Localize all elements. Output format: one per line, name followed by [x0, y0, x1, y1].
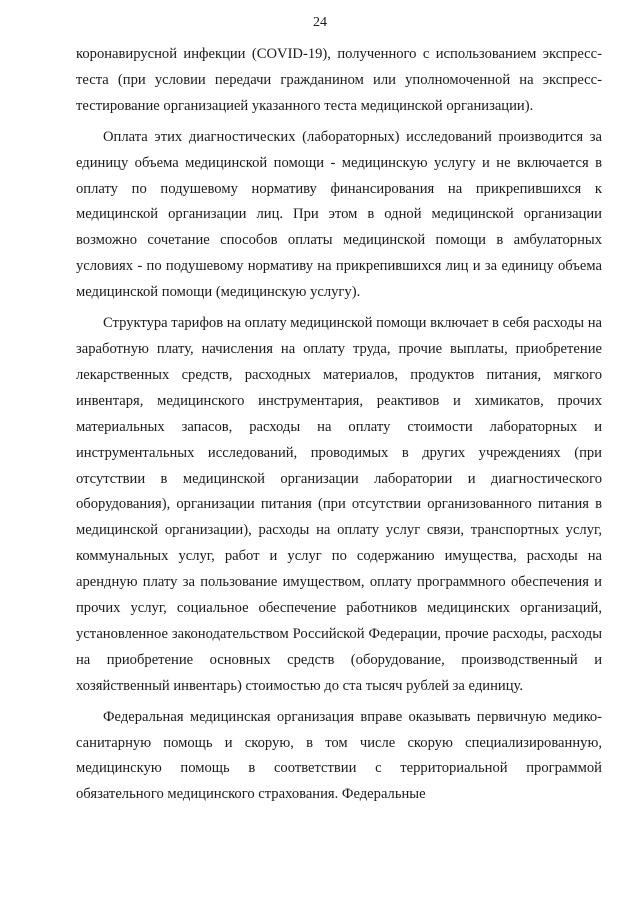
page-number: 24	[313, 15, 327, 30]
paragraph-federal-organization: Федеральная медицинская организация вправе оказывать первичную медико-санитарную помощь и скорую, в том числе скорую специализированную, медицинскую помощь в соответствии с территориальной программой обязательного медицинского страхования. Федеральные	[76, 708, 602, 803]
paragraph-payment-diagnostics: Оплата этих диагностических (лабораторных) исследований производится за единицу объема медицинской помощи - медицинскую услугу и не включается в оплату по подушевому нормативу финансирования на прикрепившихся к медицинской организации лиц. При этом в одной медицинской организации возможно сочетание способов оплаты медицинской помощи в амбулаторных условиях - по подушевому нормативу на прикрепившихся лиц и за единицу объема медицинской помощи (медицинскую услугу).	[76, 128, 602, 301]
document-body	[76, 42, 602, 808]
paragraph-tariff-structure: Структура тарифов на оплату медицинской помощи включает в себя расходы на заработную плату, начисления на оплату труда, прочие выплаты, приобретение лекарственных средств, расходных материалов, продуктов питания, мягкого инвентаря, медицинского инструментария, реактивов и химикатов, прочих материальных запасов, расходы на оплату стоимости лабораторных и инструментальных исследований, проводимых в других учреждениях (при отсутствии в медицинской организации лаборатории и диагностического оборудования), организации питания (при отсутствии организованного питания в медицинской организации), расходы на оплату услуг связи, транспортных услуг, коммунальных услуг, работ и услуг по содержанию имущества, расходы на арендную плату за пользование имуществом, оплату программного обеспечения и прочих услуг, социальное обеспечение работников медицинских организаций, установленное законодательством Российской Федерации, прочие расходы, расходы на приобретение основных средств (оборудование, производственный и хозяйственный инвентарь) стоимостью до ста тысяч рублей за единицу.	[76, 315, 602, 694]
paragraph-continuation: коронавирусной инфекции (COVID-19), полученного с использованием экспресс-теста (при условии передачи гражданином или уполномоченной на экспресс-тестирование организацией указанного теста медицинской организации).	[76, 46, 602, 114]
